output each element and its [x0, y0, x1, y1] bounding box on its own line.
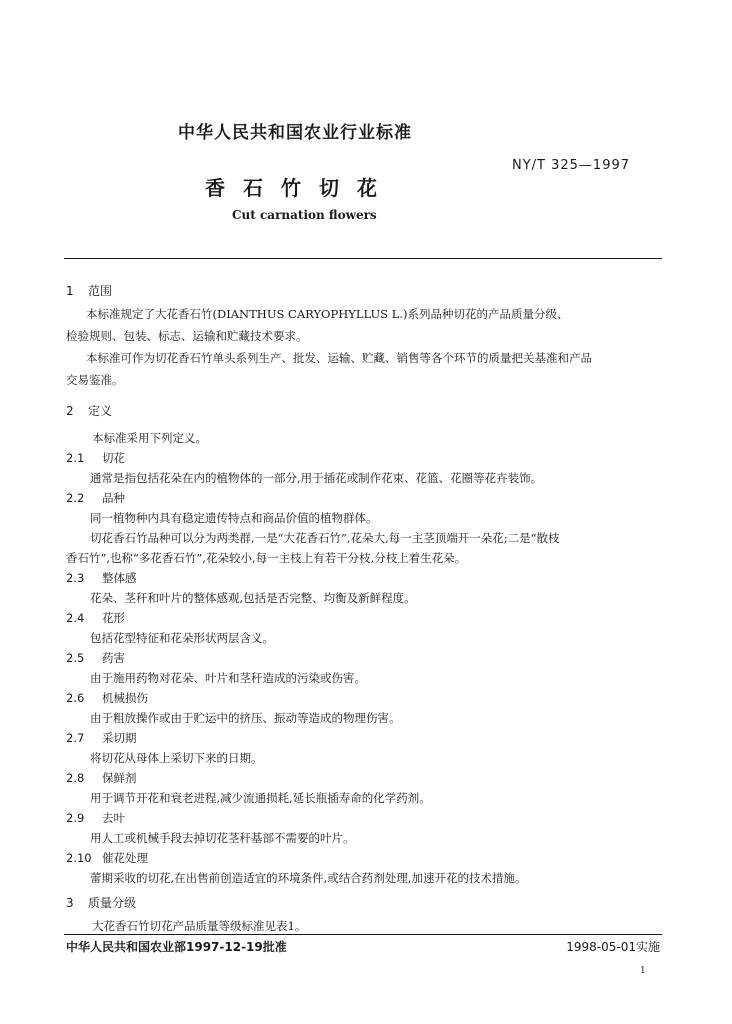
definition-text: 包括花型特征和花朵形状两层含义。 — [90, 631, 274, 645]
definition-text-cont: 香石竹”,也称“多花香石竹”,花朵较小,每一主枝上有若干分枝,分枝上着生花朵。 — [66, 551, 467, 565]
definition-number: 2.2 — [66, 491, 85, 505]
definition-text: 蕾期采收的切花,在出售前创造适宜的环境条件,或结合药剂处理,加速开花的技术措施。 — [90, 871, 527, 885]
definition-number: 2.1 — [66, 451, 85, 465]
definition-2-9 — [66, 810, 125, 826]
definition-2-3 — [66, 570, 137, 586]
approval-info: 中华人民共和国农业部1997-12-19批准 — [66, 940, 287, 954]
header-divider — [64, 258, 662, 259]
definition-term: 采切期 — [102, 731, 137, 745]
definition-number: 2.10 — [66, 851, 92, 865]
definition-text: 用人工或机械手段去掉切花茎秆基部不需要的叶片。 — [90, 831, 355, 845]
section-2-heading — [66, 402, 112, 419]
definition-2-7 — [66, 730, 137, 746]
paragraph-cont: 交易鉴准。 — [66, 373, 124, 387]
section-number: 2 — [66, 404, 74, 418]
definition-number: 2.9 — [66, 811, 85, 825]
definition-term: 催花处理 — [102, 851, 148, 865]
section-number: 1 — [66, 284, 74, 298]
definition-term: 保鲜剂 — [102, 771, 137, 785]
definition-text: 切花香石竹品种可以分为两类群,一是“大花香石竹”,花朵大,每一主茎顶端开一朵花;二是“散枝 — [90, 531, 560, 545]
standard-number: NY/T 325—1997 — [512, 158, 631, 173]
definition-text: 通常是指包括花朵在内的植物体的一部分,用于插花或制作花束、花篮、花圈等花卉装饰。 — [90, 471, 543, 485]
definition-term: 花形 — [102, 611, 125, 625]
paragraph-cont: 检验规则、包装、标志、运输和贮藏技术要求。 — [66, 329, 308, 343]
definition-text: 由于粗放操作或由于贮运中的挤压、振动等造成的物理伤害。 — [90, 711, 401, 725]
definition-term: 品种 — [102, 491, 125, 505]
document-title: 香石竹切花 — [205, 176, 395, 200]
definition-term: 去叶 — [102, 811, 125, 825]
definition-text: 花朵、茎秆和叶片的整体感观,包括是否完整、均衡及新鲜程度。 — [90, 591, 416, 605]
effective-date: 1998-05-01实施 — [566, 940, 660, 954]
definition-2-4 — [66, 610, 125, 626]
definition-number: 2.8 — [66, 771, 85, 785]
definition-number: 2.7 — [66, 731, 85, 745]
definition-number: 2.5 — [66, 651, 85, 665]
section-3-heading — [66, 894, 136, 911]
org-standard-title: 中华人民共和国农业行业标准 — [178, 123, 412, 143]
definition-number: 2.4 — [66, 611, 85, 625]
definition-2-1 — [66, 450, 125, 466]
section-title: 定义 — [88, 404, 113, 418]
paragraph: 本标准规定了大花香石竹(DIANTHUS CARYOPHYLLUS L.)系列品种切花的产品质量分级、 — [86, 307, 569, 321]
definition-number: 2.3 — [66, 571, 85, 585]
definition-2-6 — [66, 690, 148, 706]
paragraph: 大花香石竹切花产品质量等级标准见表1。 — [92, 919, 307, 933]
section-1-heading — [66, 282, 112, 299]
definition-text: 将切花从母体上采切下来的日期。 — [90, 751, 263, 765]
document-title-english: Cut carnation flowers — [232, 208, 377, 222]
footer-divider — [64, 934, 662, 935]
definition-2-5 — [66, 650, 125, 666]
definition-2-10 — [66, 850, 148, 866]
page-number: 1 — [640, 966, 646, 976]
definition-text: 用于调节开花和衰老进程,减少流通损耗,延长瓶插寿命的化学药剂。 — [90, 791, 431, 805]
definition-term: 机械损伤 — [102, 691, 148, 705]
paragraph: 本标准采用下列定义。 — [92, 431, 207, 445]
paragraph: 本标准可作为切花香石竹单头系列生产、批发、运输、贮藏、销售等各个环节的质量把关基准和产品 — [86, 351, 592, 365]
definition-term: 药害 — [102, 651, 125, 665]
definition-number: 2.6 — [66, 691, 85, 705]
definition-text: 同一植物种内具有稳定遗传特点和商品价值的植物群体。 — [90, 511, 378, 525]
section-title: 质量分级 — [88, 896, 137, 910]
section-title: 范围 — [88, 284, 113, 298]
definition-2-2 — [66, 490, 125, 506]
definition-text: 由于施用药物对花朵、叶片和茎秆造成的污染或伤害。 — [90, 671, 366, 685]
definition-term: 切花 — [102, 451, 125, 465]
section-number: 3 — [66, 896, 74, 910]
definition-2-8 — [66, 770, 137, 786]
definition-term: 整体感 — [102, 571, 137, 585]
